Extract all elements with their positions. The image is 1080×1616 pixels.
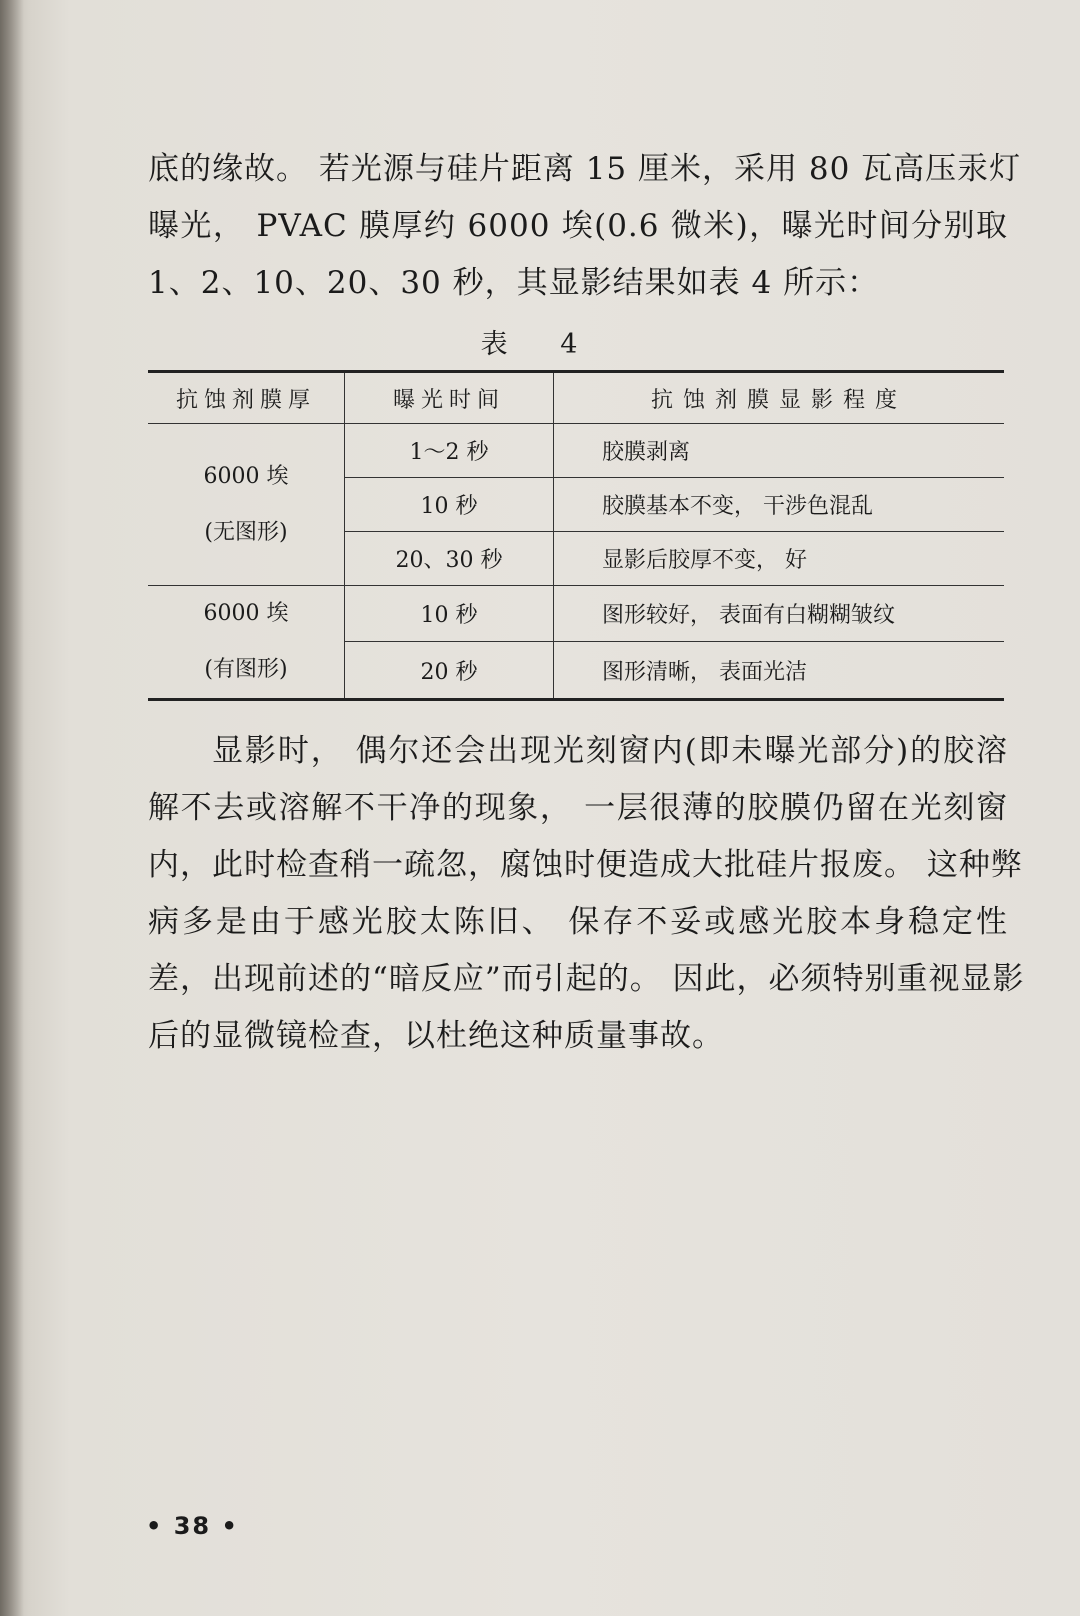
intro-line: 底的缘故。 若光源与硅片距离 15 厘米，采用 80 瓦高压汞灯 [148,151,1022,187]
body-line: 显影时， 偶尔还会出现光刻窗内(即未曝光部分)的胶溶 [212,733,1008,769]
intro-line: 1、2、10、20、30 秒，其显影结果如表 4 所示： [148,265,880,301]
exposure-time-cell: 20、30 秒 [345,532,554,586]
thickness-cell-no-pattern [148,424,345,586]
intro-line: 曝光， PVAC 膜厚约 6000 埃(0.6 微米)，曝光时间分别取 [148,208,1008,244]
header-development-result: 抗蚀剂膜显影程度 [554,372,1005,424]
header-exposure-time: 曝光时间 [345,372,554,424]
body-paragraph [148,723,1025,1065]
result-cell: 胶膜基本不变， 干涉色混乱 [554,478,1005,532]
table-row [148,586,1004,642]
results-table [148,370,1004,701]
thickness-value: 6000 埃 [203,463,289,489]
table-header-row [148,372,1004,424]
result-cell: 显影后胶厚不变， 好 [554,532,1005,586]
body-line: 病多是由于感光胶太陈旧、 保存不妥或感光胶本身稳定性 [148,904,1008,940]
body-line: 内，此时检查稍一疏忽，腐蚀时便造成大批硅片报废。 这种弊 [148,847,1023,883]
exposure-time-cell: 1～2 秒 [345,424,554,478]
page-spine-shadow [0,0,24,1616]
intro-paragraph [148,141,1022,312]
exposure-time-cell: 20 秒 [345,642,554,700]
exposure-time-cell: 10 秒 [345,586,554,642]
thickness-cell-with-pattern [148,586,345,700]
body-line: 后的显微镜检查，以杜绝这种质量事故。 [148,1018,724,1054]
result-cell: 图形清晰， 表面光洁 [554,642,1005,700]
table-row [148,424,1004,478]
body-line: 差，出现前述的“暗反应”而引起的。 因此，必须特别重视显影 [148,961,1025,997]
page-number: • 38 • [146,1512,239,1540]
table-caption: 表 4 [480,329,600,360]
result-cell: 图形较好， 表面有白糊糊皱纹 [554,586,1005,642]
thickness-note: (无图形) [204,519,288,545]
exposure-time-cell: 10 秒 [345,478,554,532]
header-thickness: 抗蚀剂膜厚 [148,372,345,424]
thickness-value: 6000 埃 [203,601,289,626]
thickness-note: (有图形) [204,657,288,682]
result-cell: 胶膜剥离 [554,424,1005,478]
body-line: 解不去或溶解不干净的现象， 一层很薄的胶膜仍留在光刻窗 [148,790,1008,826]
